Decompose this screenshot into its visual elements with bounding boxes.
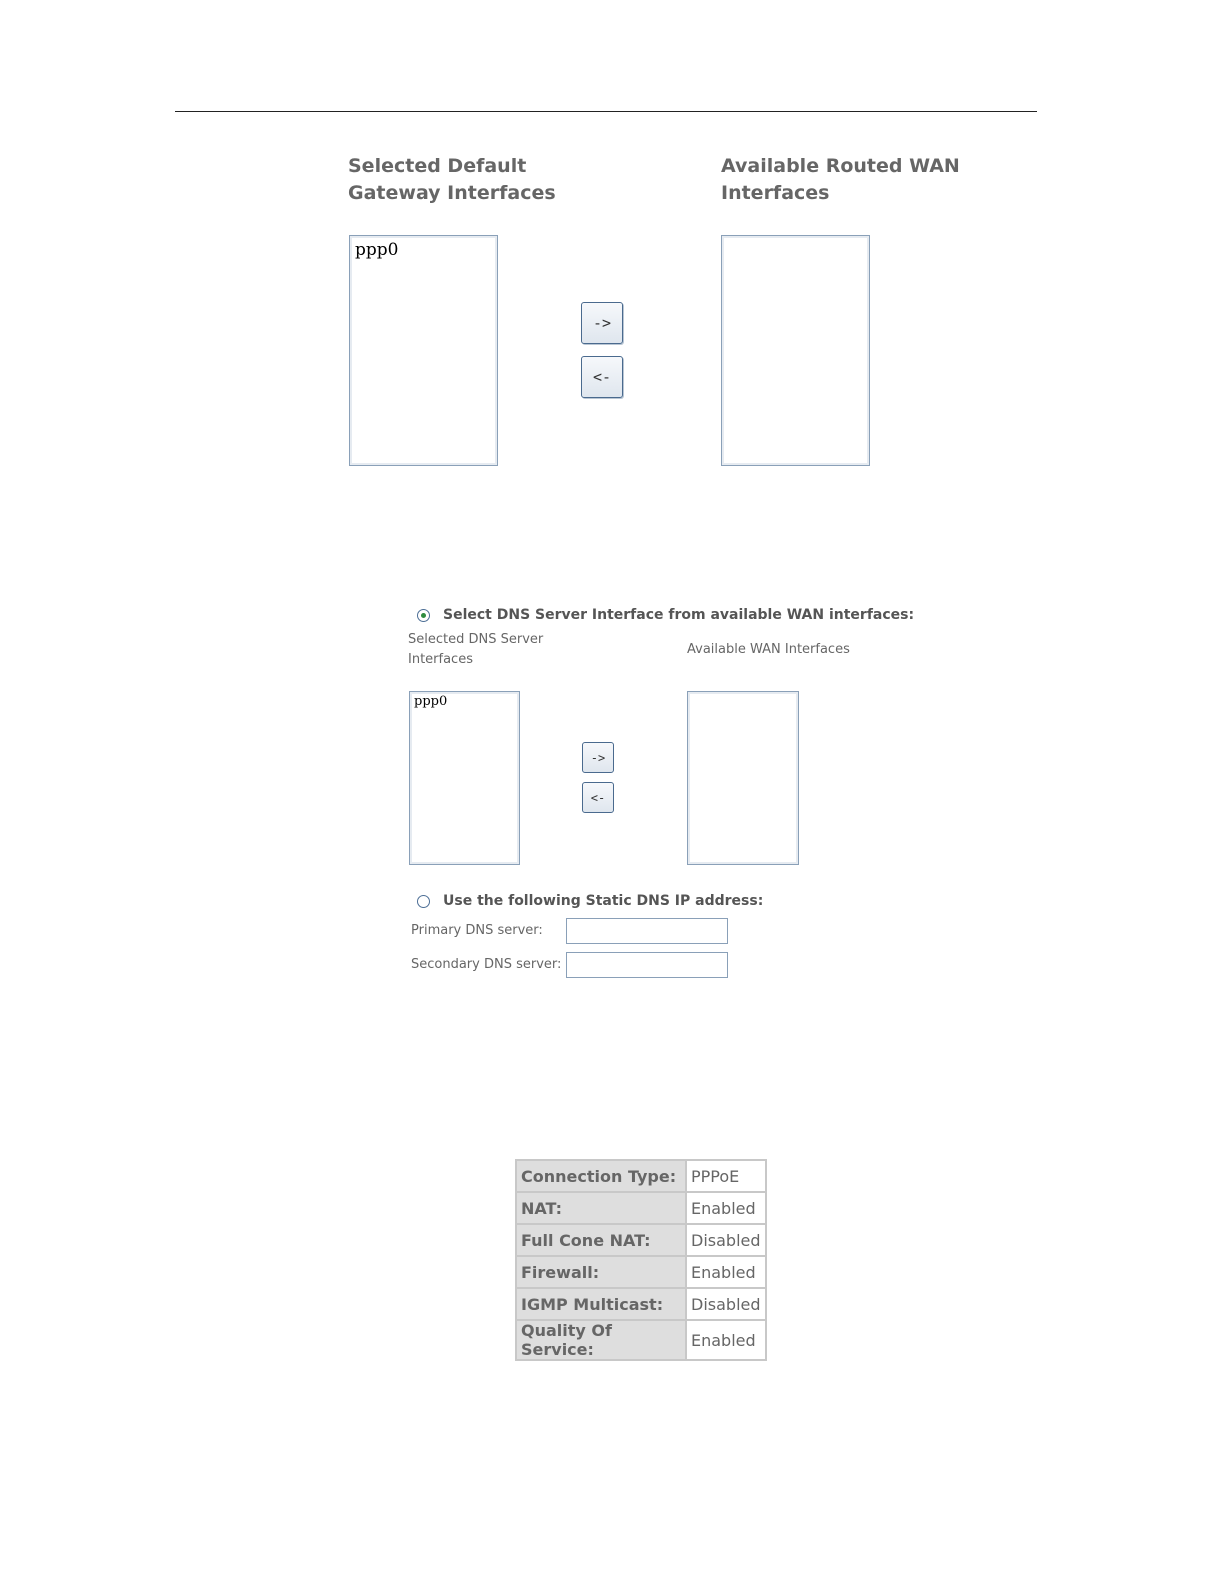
table-row (517, 1193, 765, 1223)
page-top-rule (175, 111, 1037, 112)
summary-key: IGMP Multicast: (517, 1289, 685, 1319)
list-item[interactable]: ppp0 (355, 240, 399, 260)
summary-key: Firewall: (517, 1257, 685, 1287)
table-row (517, 1225, 765, 1255)
radio-selected-dot (421, 613, 426, 618)
available-dns-label: Available WAN Interfaces (687, 642, 850, 657)
secondary-dns-label: Secondary DNS server: (411, 957, 562, 972)
available-gateway-listbox[interactable] (721, 235, 870, 466)
selected-gateway-heading-line2: Gateway Interfaces (348, 182, 556, 204)
selected-gateway-heading (348, 153, 556, 207)
table-row (517, 1161, 765, 1191)
dns-interface-option-label: Select DNS Server Interface from available WAN interfaces: (443, 607, 915, 623)
dns-static-radio[interactable] (417, 895, 430, 908)
gateway-move-right-button[interactable]: -> (581, 302, 623, 344)
list-item[interactable]: ppp0 (414, 694, 448, 709)
selected-gateway-heading-line1: Selected Default (348, 155, 527, 177)
table-row (517, 1289, 765, 1319)
gateway-move-left-button[interactable]: <- (581, 356, 623, 398)
summary-value: Disabled (687, 1225, 765, 1255)
dns-static-option-label: Use the following Static DNS IP address: (443, 893, 764, 909)
summary-value: Enabled (687, 1193, 765, 1223)
primary-dns-field[interactable] (566, 918, 728, 944)
table-row (517, 1321, 765, 1359)
dns-move-right-button[interactable]: -> (582, 742, 614, 773)
selected-dns-label (408, 630, 543, 670)
summary-key: Full Cone NAT: (517, 1225, 685, 1255)
selected-gateway-listbox[interactable] (349, 235, 498, 466)
dns-interface-radio[interactable] (417, 609, 430, 622)
selected-dns-label-line1: Selected DNS Server (408, 632, 544, 647)
available-gateway-heading-line1: Available Routed WAN (721, 155, 960, 177)
summary-key: NAT: (517, 1193, 685, 1223)
selected-dns-listbox[interactable] (409, 691, 520, 865)
available-gateway-heading (721, 153, 960, 207)
summary-key: Quality Of Service: (517, 1321, 685, 1359)
summary-value: Enabled (687, 1321, 765, 1359)
secondary-dns-field[interactable] (566, 952, 728, 978)
available-gateway-heading-line2: Interfaces (721, 182, 830, 204)
selected-dns-label-line2: Interfaces (408, 652, 473, 667)
available-dns-listbox[interactable] (687, 691, 799, 865)
primary-dns-label: Primary DNS server: (411, 923, 543, 938)
summary-value: PPPoE (687, 1161, 765, 1191)
summary-value: Enabled (687, 1257, 765, 1287)
connection-summary-table (515, 1159, 767, 1361)
table-row (517, 1257, 765, 1287)
summary-key: Connection Type: (517, 1161, 685, 1191)
dns-move-left-button[interactable]: <- (582, 782, 614, 813)
summary-value: Disabled (687, 1289, 765, 1319)
